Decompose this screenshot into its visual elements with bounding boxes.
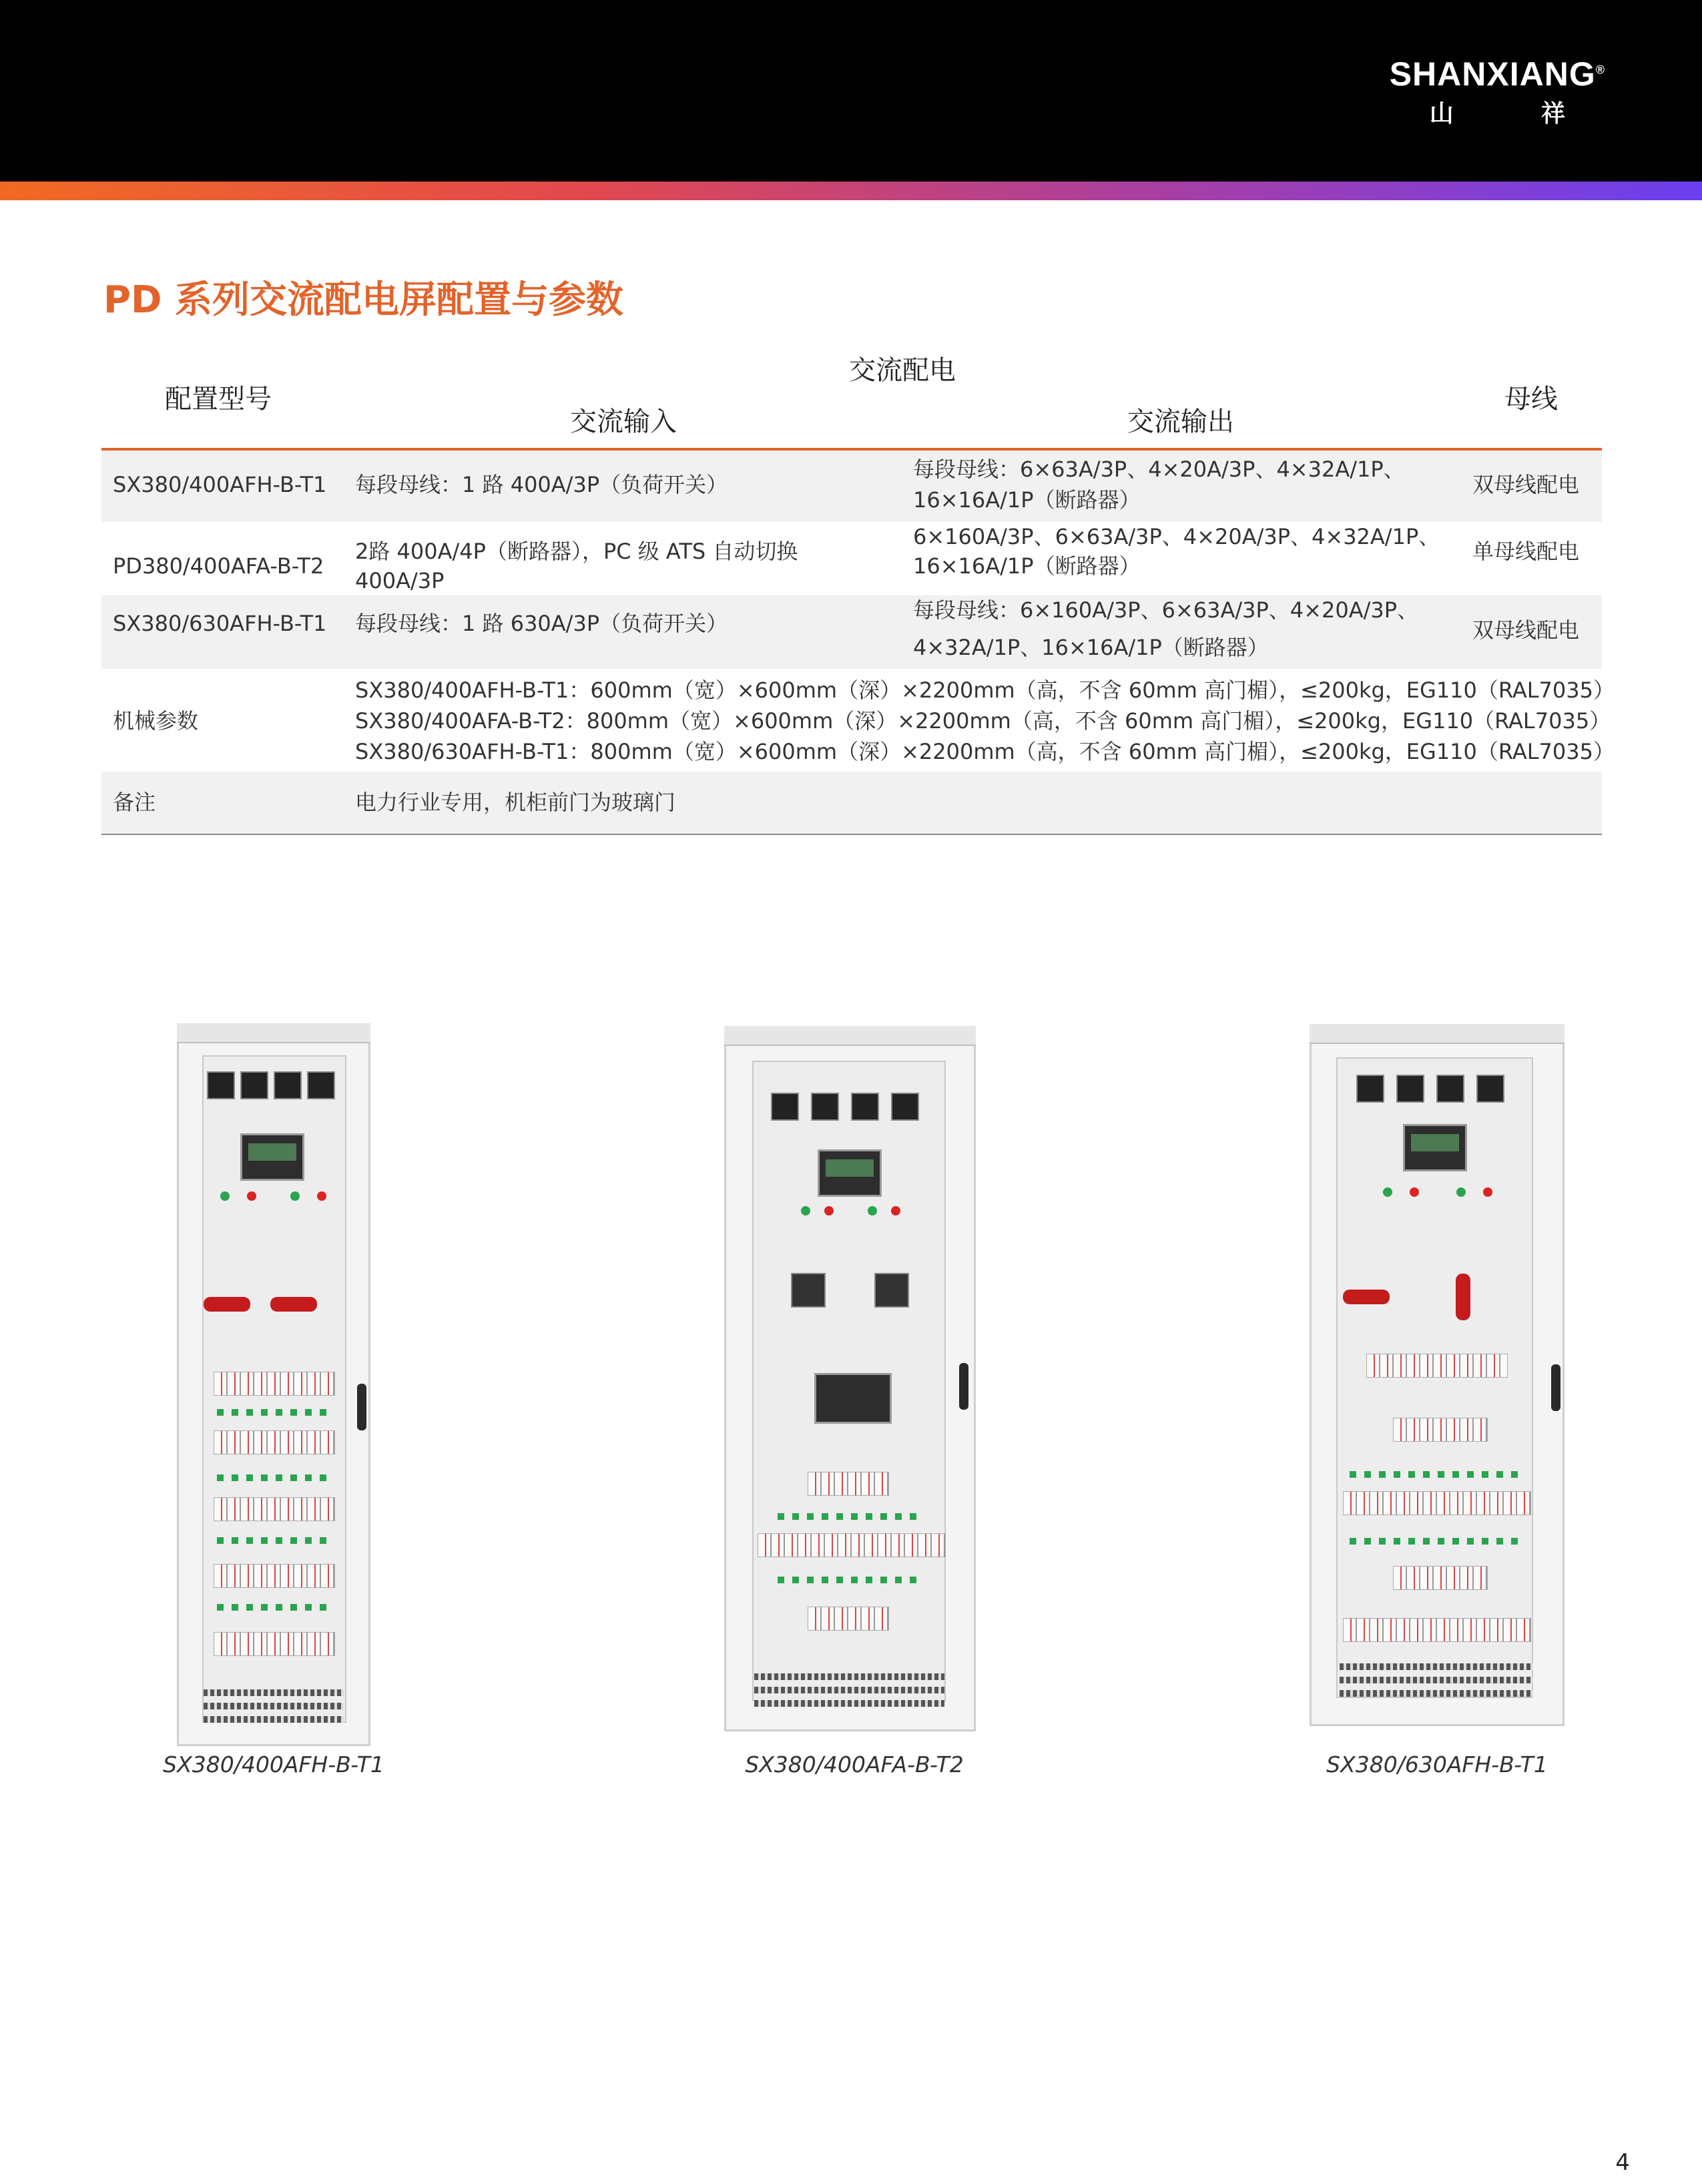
brand-cn: 山 祥: [1429, 100, 1565, 127]
product-caption: SX380/400AFH-B-T1: [163, 1751, 384, 1778]
row-output-line1: 每段母线：6×160A/3P、6×63A/3P、4×20A/3P、: [913, 597, 1419, 623]
row-model: SX380/400AFH-B-T1: [113, 472, 327, 497]
mech-label: 机械参数: [113, 708, 199, 734]
header-ac-distribution: 交流配电: [849, 355, 956, 386]
header-ac-output: 交流输出: [1127, 406, 1234, 437]
row-busbar: 双母线配电: [1472, 617, 1580, 643]
row-input-line1: 2路 400A/4P（断路器），PC 级 ATS 自动切换: [355, 539, 798, 564]
row-input: 每段母线：1 路 400A/3P（负荷开关）: [355, 472, 728, 497]
header-busbar: 母线: [1504, 384, 1558, 415]
brand-logo: [1390, 55, 1605, 129]
note-text: 电力行业专用，机柜前门为玻璃门: [355, 790, 676, 815]
row-output-line2: 16×16A/1P（断路器）: [913, 487, 1141, 513]
header-ac-input: 交流输入: [570, 406, 677, 437]
header-model: 配置型号: [165, 384, 272, 415]
note-label: 备注: [113, 790, 156, 815]
row-model: PD380/400AFA-B-T2: [113, 553, 324, 579]
row-output-line2: 4×32A/1P、16×16A/1P（断路器）: [913, 635, 1269, 660]
table-row: [101, 595, 1602, 669]
mech-line: SX380/400AFH-B-T1：600mm（宽）×600mm（深）×2200mm（高，不含 60mm 高门楣），≤200kg，EG110（RAL7035）: [355, 677, 1615, 703]
table-row: [101, 451, 1602, 522]
brand-name: SHANXIANG®: [1389, 55, 1605, 93]
row-busbar: 单母线配电: [1472, 539, 1580, 564]
row-input-line2: 400A/3P: [355, 568, 445, 593]
row-input: 每段母线：1 路 630A/3P（负荷开关）: [355, 611, 728, 636]
row-model: SX380/630AFH-B-T1: [113, 611, 327, 636]
row-busbar: 双母线配电: [1472, 472, 1580, 497]
row-output-line1: 6×160A/3P、6×63A/3P、4×20A/3P、4×32A/1P、: [913, 524, 1440, 549]
table-bottom-rule: [101, 834, 1602, 835]
product-caption: SX380/400AFA-B-T2: [745, 1751, 964, 1778]
cabinet-image: [1310, 1024, 1565, 1726]
row-output-line1: 每段母线：6×63A/3P、4×20A/3P、4×32A/1P、: [913, 457, 1405, 482]
cabinet-image: [177, 1023, 370, 1746]
page-number: 4: [1615, 2149, 1630, 2176]
cabinet-image: [724, 1026, 976, 1731]
note-row: [101, 772, 1602, 834]
table-row: [101, 522, 1602, 595]
page-title: PD 系列交流配电屏配置与参数: [103, 278, 624, 322]
mech-params-row: [101, 669, 1615, 772]
mech-line: SX380/400AFA-B-T2：800mm（宽）×600mm（深）×2200mm（高，不含 60mm 高门楣），≤200kg，EG110（RAL7035）: [355, 708, 1611, 734]
mech-line: SX380/630AFH-B-T1：800mm（宽）×600mm（深）×2200mm（高，不含 60mm 高门楣），≤200kg，EG110（RAL7035）: [355, 739, 1615, 764]
row-output-line2: 16×16A/1P（断路器）: [913, 553, 1141, 579]
gradient-strip: [0, 182, 1702, 200]
product-caption: SX380/630AFH-B-T1: [1326, 1751, 1548, 1778]
